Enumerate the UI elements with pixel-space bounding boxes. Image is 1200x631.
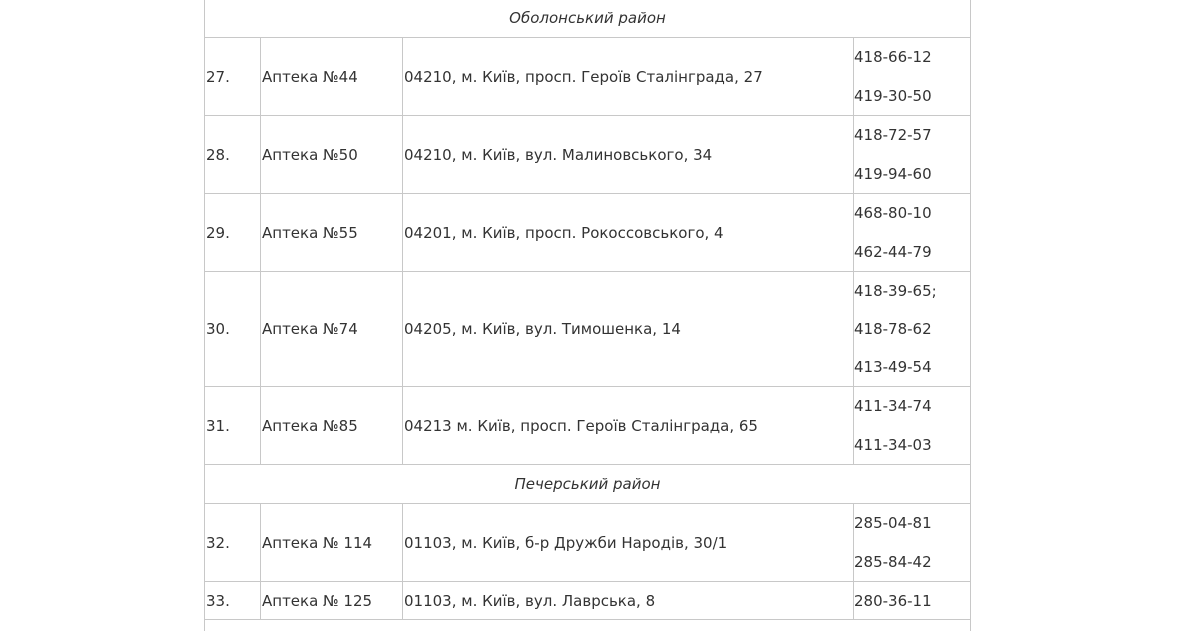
row-number: 33. [205, 582, 261, 619]
phone-number: 418-66-12 [854, 48, 932, 67]
phone-number: 468-80-10 [854, 204, 932, 223]
pharmacy-name: Аптека №74 [261, 272, 403, 386]
row-number: 32. [205, 504, 261, 581]
table-row [204, 272, 971, 387]
table-row [204, 582, 971, 620]
phone-cell [854, 272, 970, 386]
pharmacy-table [204, 0, 971, 631]
phone-cell [854, 38, 970, 115]
phone-number: 411-34-74 [854, 397, 932, 416]
phone-cell [854, 387, 970, 464]
table-row [204, 38, 971, 116]
table-row [204, 387, 971, 465]
pharmacy-name: Аптека № 114 [261, 504, 403, 581]
phone-cell [854, 116, 970, 193]
row-number: 29. [205, 194, 261, 271]
pharmacy-name: Аптека №44 [261, 38, 403, 115]
district-header [204, 465, 971, 504]
table-row [204, 504, 971, 582]
phone-number: 419-94-60 [854, 164, 932, 183]
district-header [204, 0, 971, 38]
table-row [204, 116, 971, 194]
pharmacy-address: 04201, м. Київ, просп. Рокоссовського, 4 [403, 194, 854, 271]
phone-cell [854, 582, 970, 619]
phone-number: 418-39-65; [854, 282, 937, 300]
phone-number: 285-84-42 [854, 552, 932, 571]
district-name: Оболонський район [509, 9, 666, 27]
phone-number: 462-44-79 [854, 242, 932, 261]
pharmacy-address: 04210, м. Київ, вул. Малиновського, 34 [403, 116, 854, 193]
phone-number: 280-36-11 [854, 591, 932, 610]
pharmacy-name: Аптека № 125 [261, 582, 403, 619]
pharmacy-address: 01103, м. Київ, вул. Лаврська, 8 [403, 582, 854, 619]
phone-cell [854, 194, 970, 271]
phone-number: 285-04-81 [854, 514, 932, 533]
district-name: Печерський район [514, 475, 661, 493]
phone-number: 413-49-54 [854, 358, 932, 376]
pharmacy-address: 04205, м. Київ, вул. Тимошенка, 14 [403, 272, 854, 386]
pharmacy-name: Аптека №55 [261, 194, 403, 271]
row-number: 28. [205, 116, 261, 193]
table-row-partial [204, 620, 971, 631]
pharmacy-name: Аптека №50 [261, 116, 403, 193]
pharmacy-address: 04210, м. Київ, просп. Героїв Сталінграда, 27 [403, 38, 854, 115]
row-number: 30. [205, 272, 261, 386]
phone-number: 419-30-50 [854, 86, 932, 105]
pharmacy-name: Аптека №85 [261, 387, 403, 464]
phone-number: 418-72-57 [854, 126, 932, 145]
row-number: 31. [205, 387, 261, 464]
table-row [204, 194, 971, 272]
pharmacy-address: 01103, м. Київ, б-р Дружби Народів, 30/1 [403, 504, 854, 581]
row-number: 27. [205, 38, 261, 115]
phone-number: 411-34-03 [854, 435, 932, 454]
phone-cell [854, 504, 970, 581]
phone-number: 418-78-62 [854, 320, 932, 338]
pharmacy-address: 04213 м. Київ, просп. Героїв Сталінграда, 65 [403, 387, 854, 464]
